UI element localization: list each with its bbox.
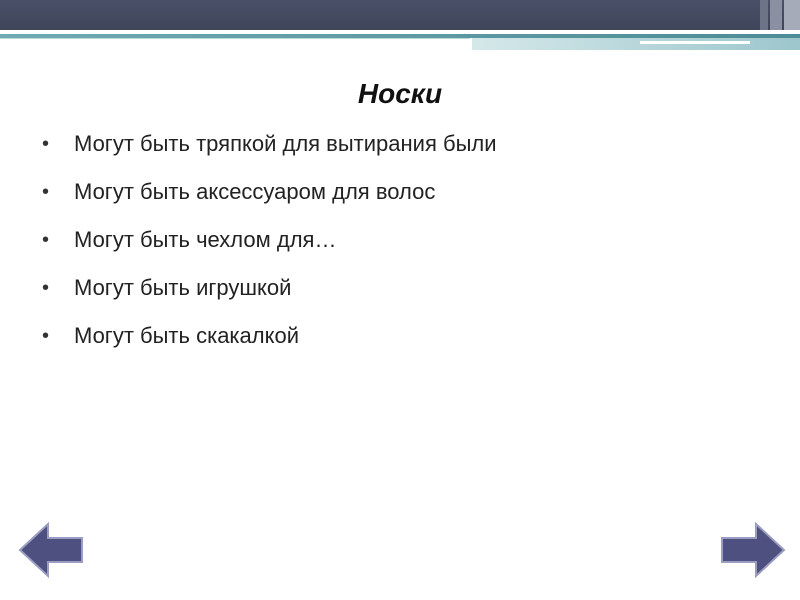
slide-title: Носки (357, 78, 443, 109)
bullet-item: • Могут быть тряпкой для вытирания были (40, 128, 497, 176)
arrow-left-icon (18, 520, 86, 580)
slide-header-bar (0, 0, 800, 30)
accent-bar (472, 38, 800, 50)
bullet-item: • Могут быть скакалкой (40, 320, 497, 368)
accent-line-thin (0, 38, 470, 39)
back-button[interactable] (18, 520, 86, 580)
bullet-item: • Могут быть аксессуаром для волос (40, 176, 497, 224)
header-block (770, 0, 782, 30)
bullet-item: • Могут быть игрушкой (40, 272, 497, 320)
accent-bar-highlight (640, 41, 750, 44)
header-block (760, 0, 768, 30)
bullet-list (40, 128, 497, 368)
header-block (784, 0, 800, 30)
bullet-item: • Могут быть чехлом для… (40, 224, 497, 272)
arrow-right-icon (718, 520, 786, 580)
header-decoration (760, 0, 800, 30)
forward-button[interactable] (718, 520, 786, 580)
